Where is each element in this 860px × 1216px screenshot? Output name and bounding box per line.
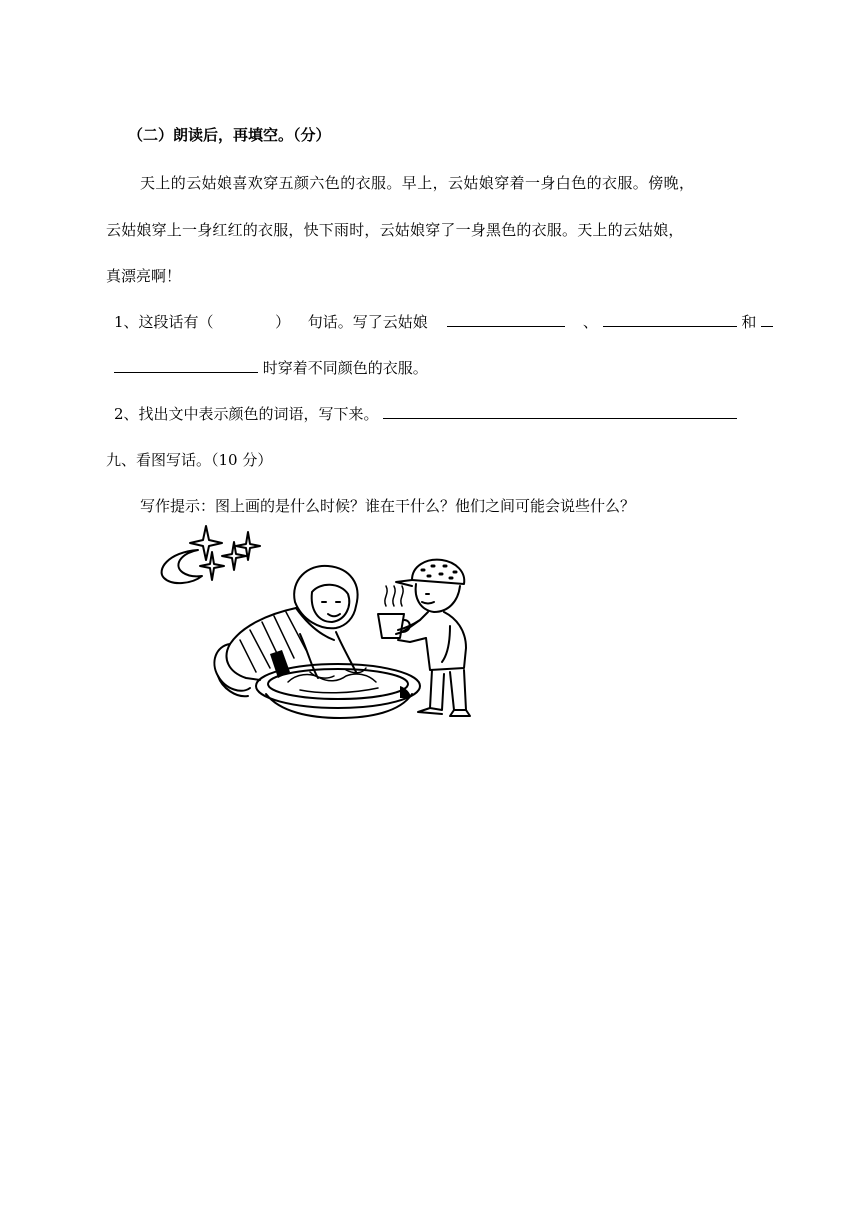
- illustration: [150, 522, 490, 727]
- q2-answer-blank[interactable]: [383, 404, 737, 419]
- q1-answer-blank-2[interactable]: [603, 312, 737, 327]
- q1-middle: 句话。写了云姑娘: [307, 313, 428, 331]
- question-1: [114, 311, 773, 332]
- passage-line-3: 真漂亮啊！: [106, 267, 182, 285]
- q1-answer-blank-3[interactable]: [114, 358, 258, 373]
- cup-icon: [378, 614, 404, 638]
- writing-hint: 写作提示：图上画的是什么时候？谁在干什么？他们之间可能会说些什么？: [140, 497, 636, 515]
- passage-line-2: 云姑娘穿上一身红红的衣服，快下雨时，云姑娘穿了一身黑色的衣服。天上的云姑娘，: [106, 221, 684, 239]
- star-icon: [236, 532, 260, 560]
- star-icon: [190, 526, 222, 560]
- question-1-continued: [114, 357, 428, 378]
- moon-icon: [162, 550, 202, 583]
- boy-face: [416, 584, 460, 612]
- q2-text: 2、找出文中表示颜色的词语，写下来。: [114, 405, 379, 423]
- q1-separator-2: 和: [741, 313, 757, 331]
- star-icon: [222, 542, 246, 570]
- q1-answer-blank-3-start[interactable]: [761, 312, 773, 327]
- section-two-heading: （二）朗读后，再填空。（分）: [128, 126, 331, 144]
- star-icon: [200, 552, 224, 580]
- q1-answer-blank-1[interactable]: [447, 312, 565, 327]
- passage-line-1: 天上的云姑娘喜欢穿五颜六色的衣服。早上，云姑娘穿着一身白色的衣服。傍晚，: [140, 174, 695, 192]
- section-nine-heading: 九、看图写话。（10 分）: [106, 451, 273, 469]
- q1-suffix: 时穿着不同颜色的衣服。: [262, 359, 428, 377]
- question-2: [114, 403, 737, 424]
- q1-paren-close: ）: [275, 313, 291, 331]
- q1-separator-1: 、: [582, 313, 598, 331]
- q1-prefix: 1、这段话有（: [114, 313, 214, 331]
